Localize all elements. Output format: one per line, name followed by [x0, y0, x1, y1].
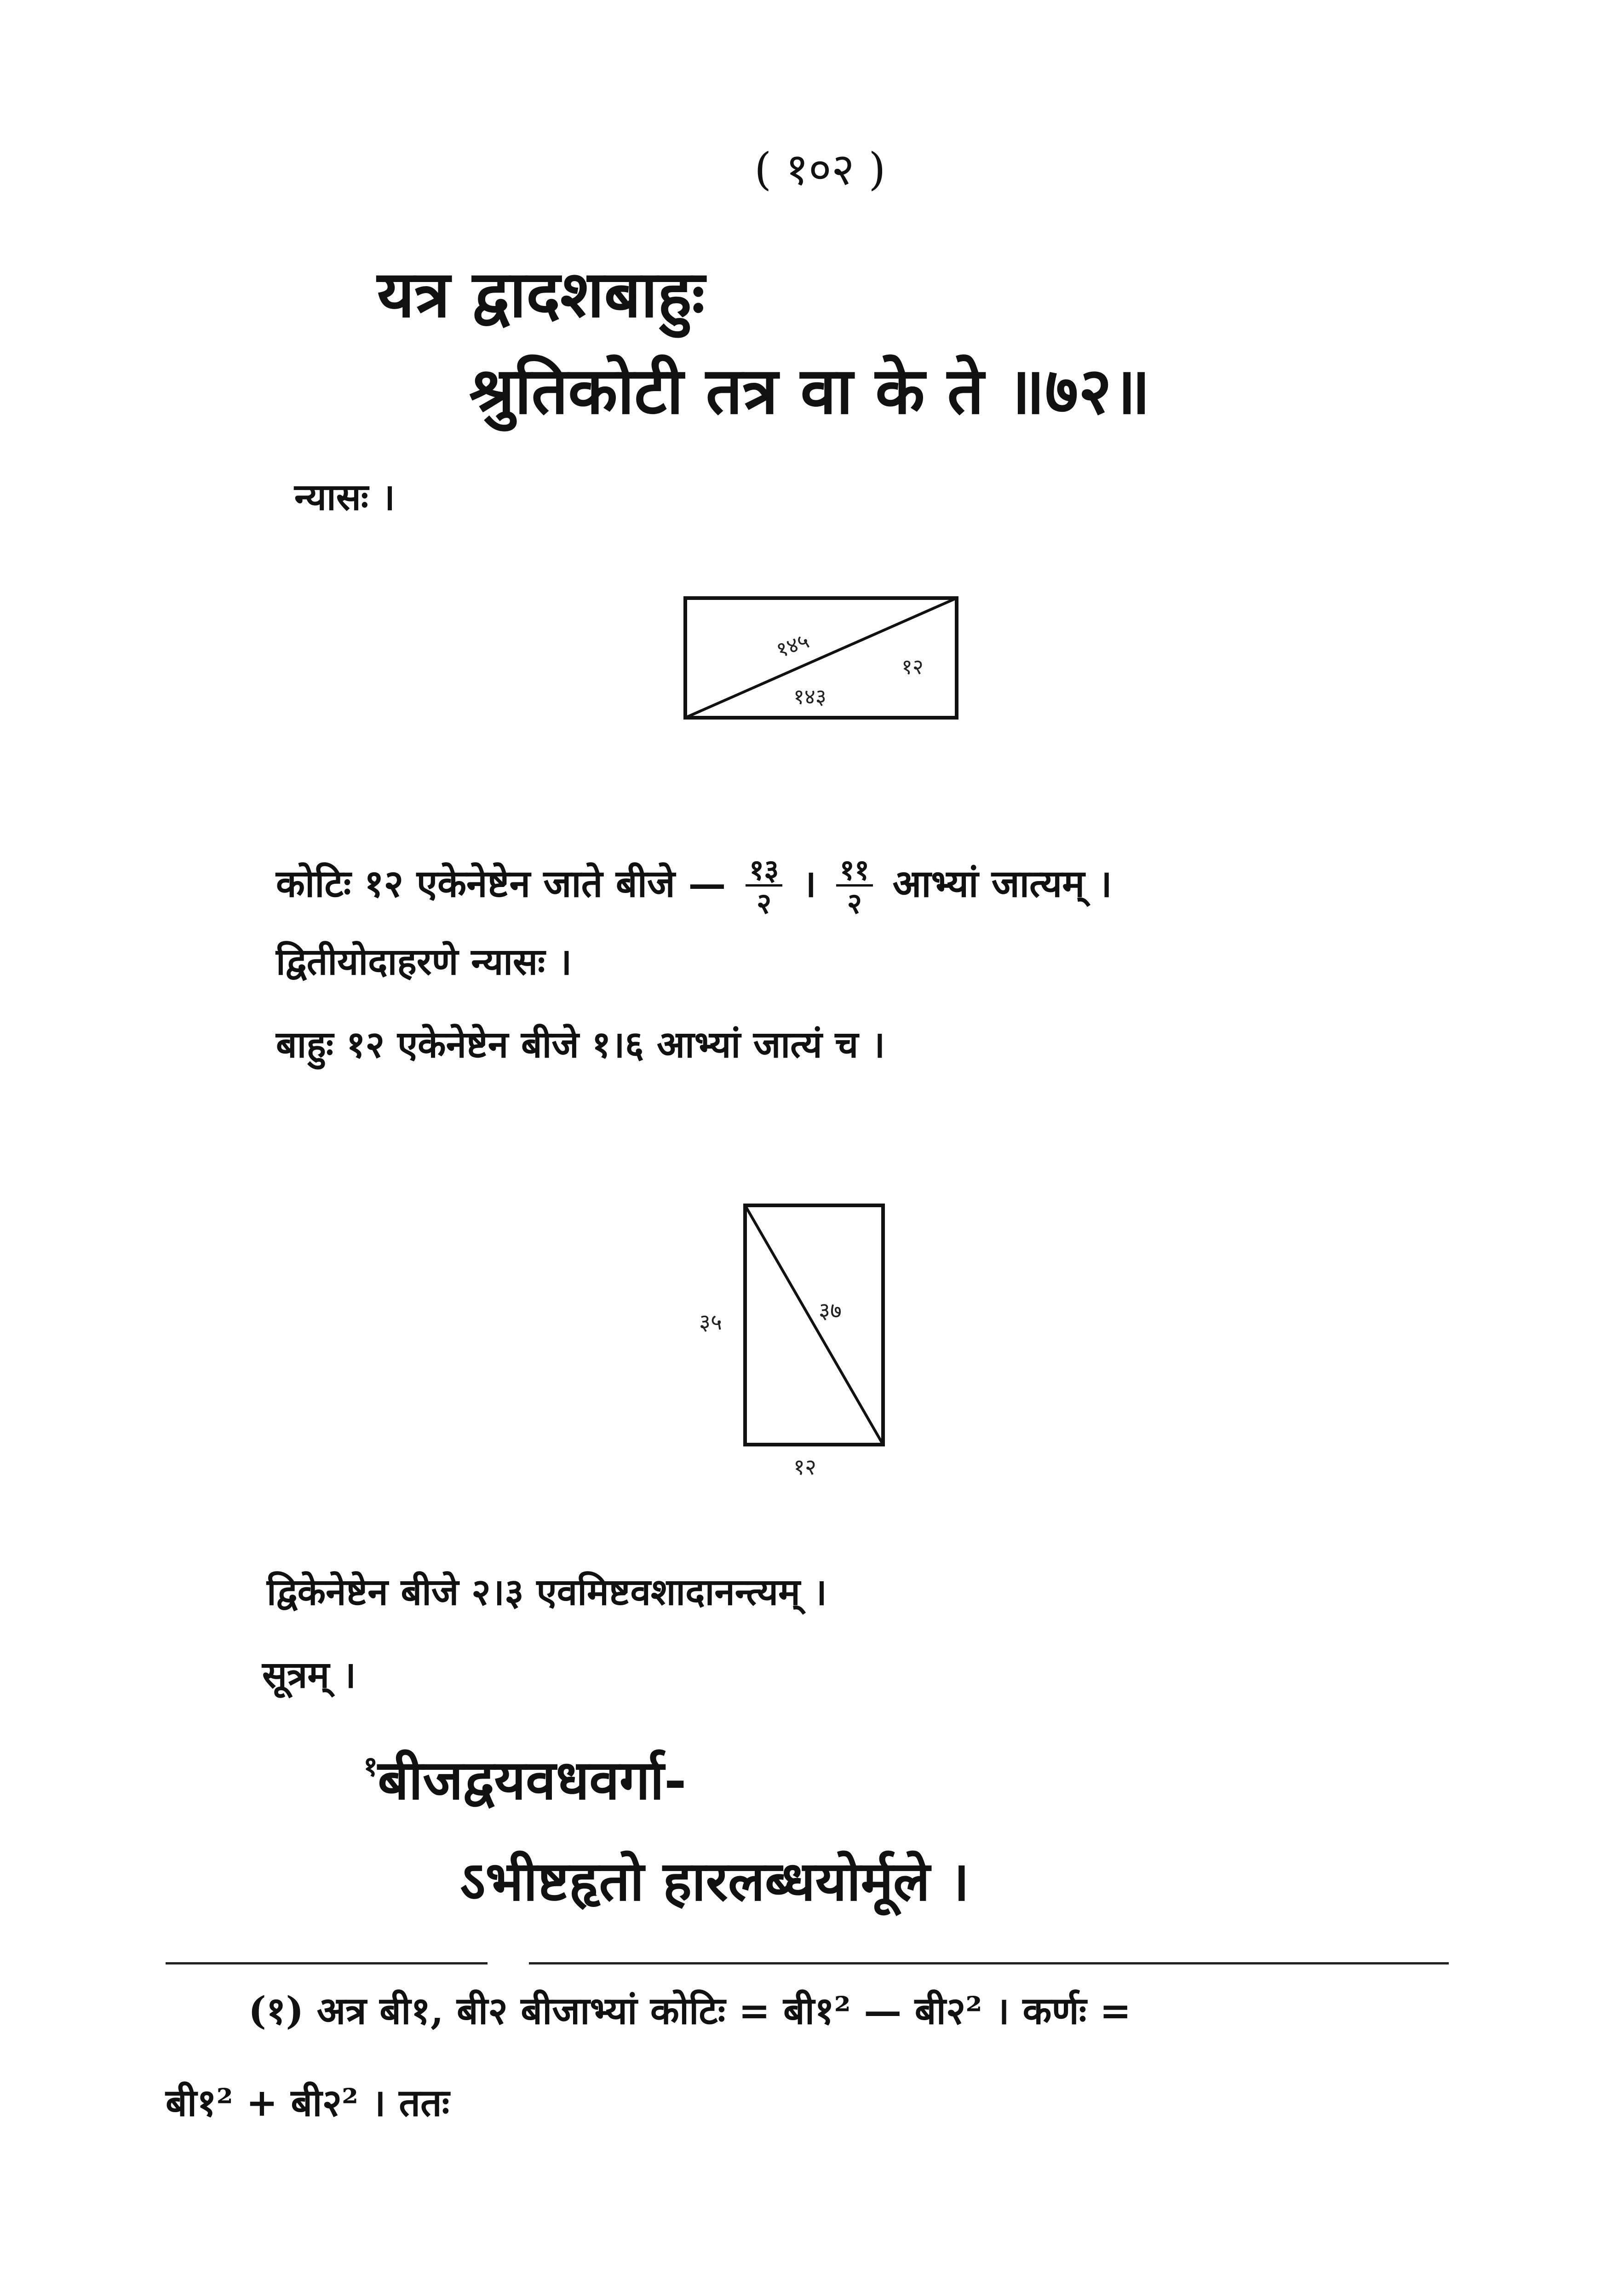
nyasa-label: न्यासः ।	[294, 475, 396, 518]
verse-line-2: श्रुतिकोटी तत्र वा के ते ॥७२॥	[469, 353, 1151, 429]
fraction-thirteen-halves	[746, 853, 782, 920]
fraction-1-denominator: २	[746, 884, 782, 918]
diagram-1-hypotenuse-label: १४५	[773, 628, 813, 663]
page-number: ( १०२ )	[754, 144, 886, 195]
diagram-2-base-label: १२	[793, 1454, 816, 1480]
rectangle-diagram-1	[681, 593, 966, 732]
diagram-1-base-label: १४३	[793, 684, 826, 709]
koti-separator: ।	[802, 861, 817, 906]
footnote-line-2: बी१² + बी२² । ततः	[166, 2081, 450, 2125]
sutra-line-2: ऽभीष्टहृतो हारलब्धयोर्मूले ।	[460, 1849, 970, 1913]
fraction-2-denominator: २	[836, 884, 873, 918]
diagram-2-left-side-label: ३५	[699, 1309, 722, 1335]
sutra-line-1	[363, 1748, 687, 1812]
koti-tail: आभ्यां जात्यम् ।	[892, 861, 1112, 906]
dvitiya-udaharana-line: द्वितीयोदाहरणे न्यासः ।	[276, 940, 572, 983]
footnote-divider-left	[166, 1962, 488, 1964]
footnote-line-1: (१) अत्र बी१, बी२ बीजाभ्यां कोटिः = बी१² — बी२² । कर्णः =	[248, 1989, 1131, 2033]
footnote-divider-right	[529, 1962, 1449, 1964]
diagram-2-hypotenuse-label: ३७	[819, 1298, 842, 1324]
sutram-label: सूत्रम् ।	[262, 1653, 356, 1696]
verse-line-1: यत्र द्वादशबाहुः	[377, 257, 705, 332]
diagram-1-side-label: १२	[901, 654, 924, 679]
dvike-line: द्विकेनेष्टेन बीजे २।३ एवमिष्टवशादानन्त्यम् ।	[267, 1570, 827, 1613]
koti-line	[276, 853, 1112, 920]
fraction-1-numerator: १३	[749, 853, 779, 887]
footnote-marker: १	[363, 1751, 378, 1783]
bahu-line: बाहुः १२ एकेनेष्टेन बीजे १।६ आभ्यां जात्यं च ।	[276, 1023, 885, 1066]
fraction-2-numerator: ११	[839, 853, 870, 887]
diagram-2-diagonal	[745, 1205, 883, 1445]
koti-text: कोटिः १२ एकेनेष्टेन जाते बीजे —	[276, 861, 726, 906]
fraction-eleven-halves	[836, 853, 873, 920]
sutra-line-1-text: बीजद्वयवधवर्गा-	[378, 1748, 687, 1812]
rectangle-diagram-2	[690, 1196, 901, 1491]
